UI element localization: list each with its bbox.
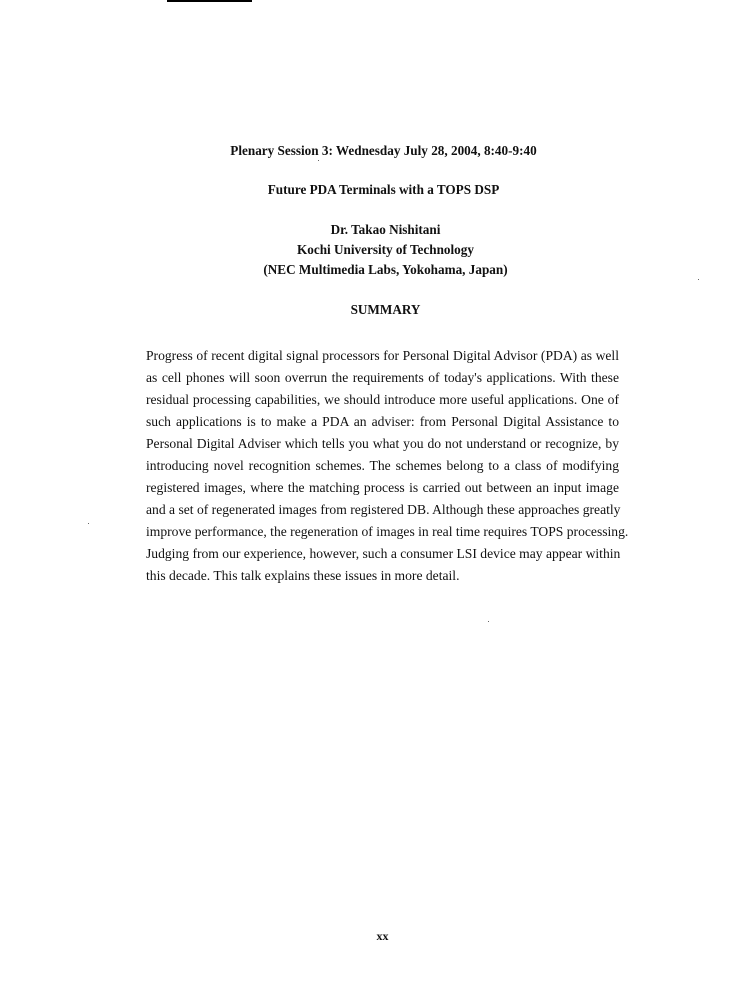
affiliation-university: Kochi University of Technology <box>297 242 474 257</box>
session-line: Plenary Session 3: Wednesday July 28, 2004, 8:40-9:40 <box>230 143 537 158</box>
summary-line: as cell phones will soon overrun the requirements of today's applications. With these <box>146 370 619 385</box>
scan-speck <box>488 621 489 622</box>
summary-line: this decade. This talk explains these issues in more detail. <box>146 568 460 583</box>
summary-line: introducing novel recognition schemes. The schemes belong to a class of modifying <box>146 458 619 473</box>
summary-line: Progress of recent digital signal processors for Personal Digital Advisor (PDA) as well <box>146 348 619 363</box>
affiliation-lab: (NEC Multimedia Labs, Yokohama, Japan) <box>263 262 508 277</box>
summary-line: Judging from our experience, however, such a consumer LSI device may appear within <box>146 546 621 561</box>
summary-line: registered images, where the matching process is carried out between an input image <box>146 480 619 495</box>
summary-line: residual processing capabilities, we should introduce more useful applications. One of <box>146 392 619 407</box>
author-name: Dr. Takao Nishitani <box>330 222 441 237</box>
talk-title: Future PDA Terminals with a TOPS DSP <box>267 182 500 197</box>
summary-line: and a set of regenerated images from registered DB. Although these approaches greatly <box>146 502 621 517</box>
scan-speck <box>88 523 89 524</box>
summary-paragraph <box>146 345 629 587</box>
summary-heading: SUMMARY <box>350 302 421 317</box>
summary-line: Personal Digital Adviser which tells you what you do not understand or recognize, by <box>146 436 619 451</box>
top-rule-line <box>167 0 252 2</box>
summary-line: improve performance, the regeneration of images in real time requires TOPS processing. <box>146 524 629 539</box>
scan-speck <box>318 160 319 161</box>
scan-speck <box>698 279 699 280</box>
page-number: xx <box>376 929 389 943</box>
summary-line: such applications is to make a PDA an adviser: from Personal Digital Assistance to <box>146 414 619 429</box>
